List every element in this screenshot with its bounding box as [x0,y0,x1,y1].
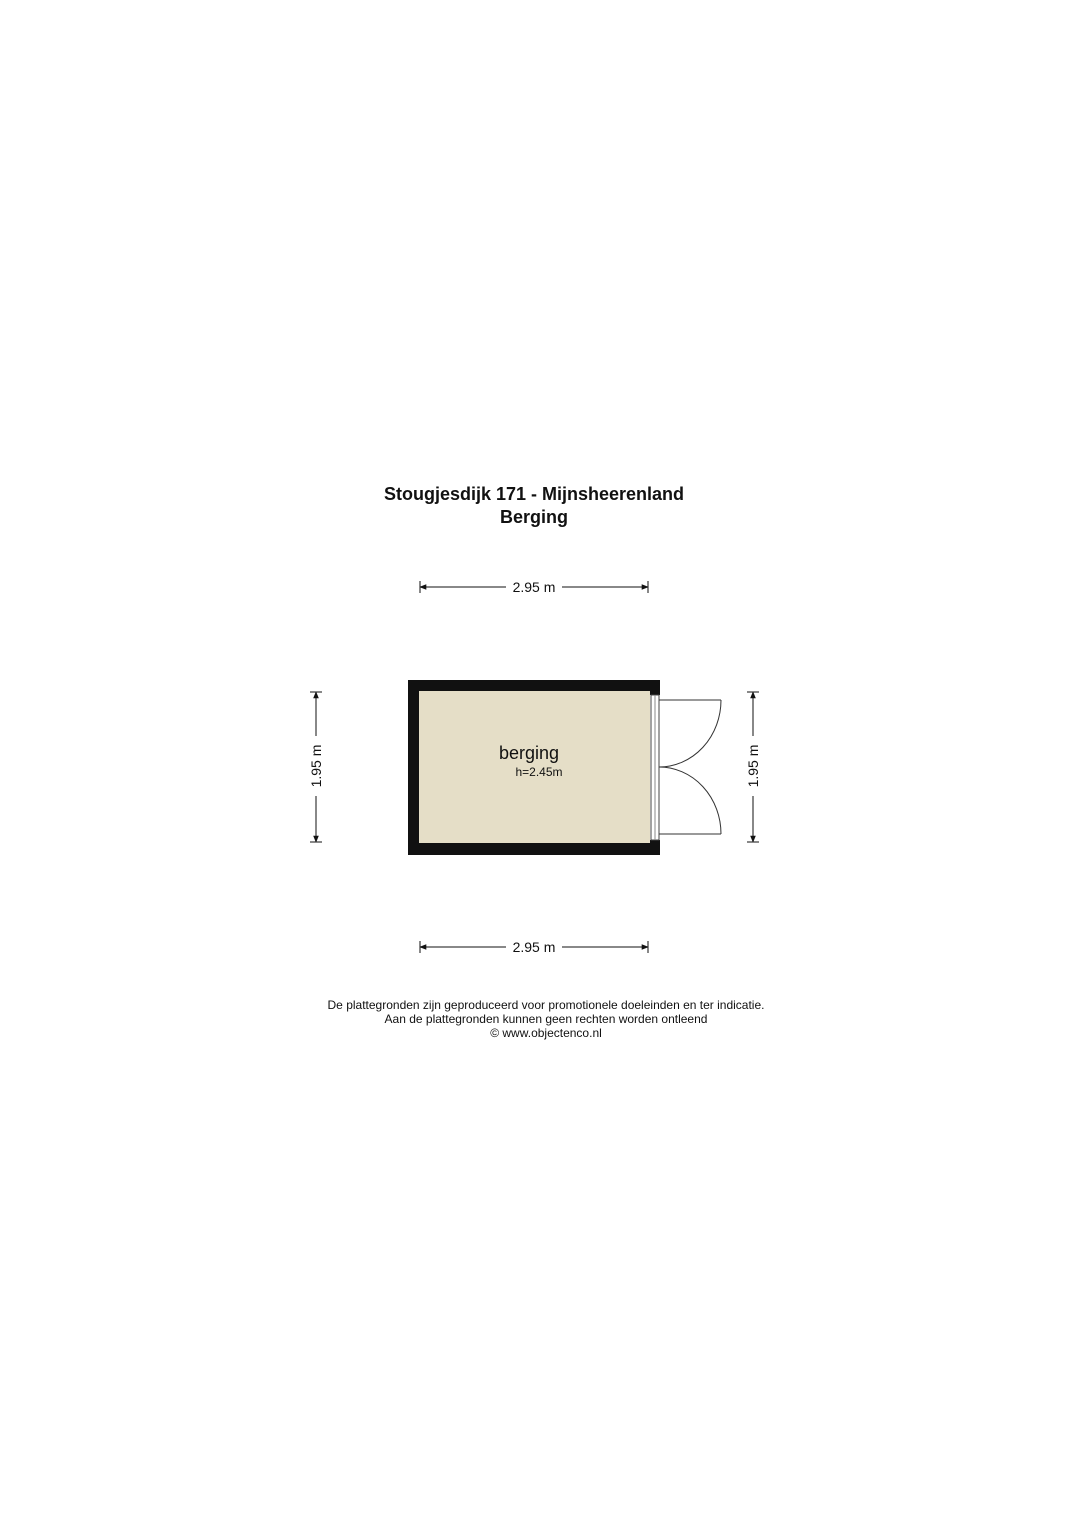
disclaimer [0,998,1080,1040]
wall-bottom [408,843,660,855]
dimension-bottom-width-label: 2.95 m [512,939,556,955]
double-door [659,700,721,834]
room-name-label: berging [498,743,560,763]
dimension-bottom-width [420,939,648,955]
plan-subtitle: Berging [499,507,568,527]
wall-top [408,680,660,691]
plan-title: Stougjesdijk 171 - Mijnsheerenland [383,484,685,504]
dimension-right-depth-label: 1.95 m [745,744,761,788]
wall-right-lower-stub [650,840,660,855]
disclaimer-line-2: Aan de plattegronden kunnen geen rechten worden ontleend [384,1012,708,1026]
wall-left [408,680,419,855]
dimension-left-depth [308,692,324,842]
dimension-top-width [420,579,648,595]
dimension-top-width-label: 2.95 m [512,579,556,595]
dimension-left-depth-label: 1.95 m [308,744,324,788]
disclaimer-line-1: De plattegronden zijn geproduceerd voor promotionele doeleinden en ter indicatie. [327,998,765,1012]
copyright-line: © www.objectenco.nl [490,1026,602,1040]
door-swing-arc-lower [659,767,721,834]
door-frame [651,695,659,840]
dimension-right-depth [745,692,761,842]
wall-right-upper-stub [650,680,660,695]
door-swing-arc-upper [659,700,721,767]
room-height-label: h=2.45m [515,765,563,779]
